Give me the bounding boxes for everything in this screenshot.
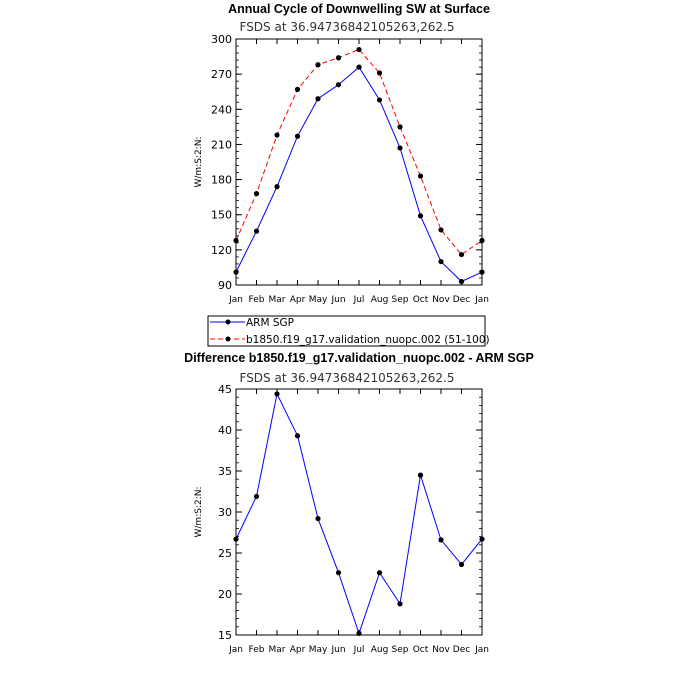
legend-marker-arm-sgp [226,320,231,325]
x-tick-label: Oct [412,295,429,305]
difference-chart [184,351,534,655]
data-point [377,97,382,102]
data-point [274,184,279,189]
data-point [479,270,484,275]
chart-title: Annual Cycle of Downwelling SW at Surface [228,2,490,16]
data-point [336,570,341,575]
x-tick-label: Jul [353,645,365,655]
plot-frame [236,39,482,285]
data-point [315,516,320,521]
series-line-1 [236,50,482,255]
data-point [479,238,484,243]
y-axis-label: W/m:S:2:N: [194,136,204,188]
data-point [274,132,279,137]
plot-frame [236,389,482,635]
y-tick-label: 25 [218,547,232,560]
x-tick-label: Mar [268,645,286,655]
y-tick-label: 150 [211,208,232,222]
x-tick-label: Nov [432,295,450,305]
x-tick-label: Jan [475,295,489,305]
legend-label-arm-sgp: ARM SGP [246,317,295,329]
y-tick-label: 300 [211,33,232,46]
legend [208,316,490,346]
data-point [397,124,402,129]
data-point [356,631,361,636]
x-tick-label: Jan [229,295,243,305]
x-tick-label: Feb [248,295,265,305]
x-tick-label: Oct [412,645,429,655]
data-point [438,227,443,232]
data-point [459,562,464,567]
x-tick-label: Mar [268,295,286,305]
chart-subtitle: FSDS at 36.94736842105263,262.5 [239,20,455,34]
data-point [274,391,279,396]
x-tick-label: May [308,645,328,655]
x-tick-label: Jan [475,645,489,655]
data-point [254,229,259,234]
data-point [356,47,361,52]
x-tick-label: Jun [331,295,346,305]
data-point [233,270,238,275]
data-point [479,536,484,541]
series-line-0 [236,67,482,281]
annual-cycle-chart [194,2,490,346]
data-point [254,494,259,499]
x-tick-label: Jul [353,295,365,305]
x-tick-label: Dec [452,645,471,655]
x-tick-label: Dec [452,295,471,305]
data-point [336,55,341,60]
x-tick-label: Jan [229,645,243,655]
data-point [418,473,423,478]
series-line-0 [236,394,482,634]
x-tick-label: Aug [370,295,389,305]
x-tick-label: Aug [370,645,389,655]
x-tick-label: Feb [248,645,265,655]
data-point [233,238,238,243]
data-point [295,433,300,438]
data-point [459,252,464,257]
data-point [418,213,423,218]
data-point [377,570,382,575]
y-tick-label: 20 [218,588,232,601]
data-point [397,601,402,606]
y-tick-label: 35 [218,465,232,478]
y-tick-label: 210 [211,138,232,152]
y-tick-label: 240 [211,103,232,117]
x-tick-label: Apr [289,295,306,305]
data-point [315,62,320,67]
data-point [459,279,464,284]
data-point [438,259,443,264]
y-tick-label: 15 [218,629,232,642]
chart-subtitle: FSDS at 36.94736842105263,262.5 [239,371,455,385]
y-axis-label: W/m:S:2:N: [194,486,204,538]
x-tick-label: May [308,295,328,305]
y-tick-label: 90 [218,279,232,292]
chart-title: Difference b1850.f19_g17.validation_nuopc.002 - ARM SGP [184,351,534,365]
x-tick-label: Jun [331,645,346,655]
data-point [295,87,300,92]
data-point [254,191,259,196]
data-point [377,70,382,75]
y-tick-label: 270 [211,68,232,82]
data-point [233,536,238,541]
y-tick-label: 30 [218,506,232,519]
data-point [315,96,320,101]
data-point [397,145,402,150]
data-point [418,173,423,178]
x-tick-label: Nov [432,645,450,655]
data-point [356,65,361,70]
y-tick-label: 120 [211,243,232,257]
y-tick-label: 45 [218,383,232,396]
data-point [336,82,341,87]
data-point [295,134,300,139]
y-tick-label: 40 [218,424,232,437]
legend-marker-model [226,337,231,342]
x-tick-label: Sep [391,295,409,305]
legend-label-model: b1850.f19_g17.validation_nuopc.002 (51-100) [246,334,490,346]
x-tick-label: Apr [289,645,306,655]
x-tick-label: Sep [391,645,409,655]
y-tick-label: 180 [211,173,232,187]
data-point [438,537,443,542]
